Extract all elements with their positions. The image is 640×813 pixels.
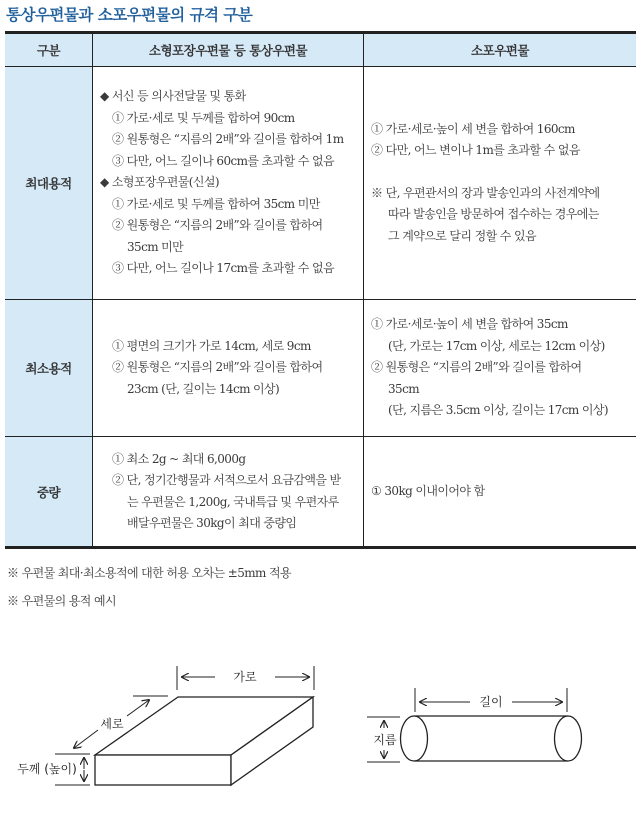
- text-line: ① 30kg 이내이어야 함: [371, 483, 485, 498]
- page-title: 통상우편물과 소포우편물의 규격 구분: [6, 6, 253, 24]
- height-label: 두께 (높이): [17, 762, 77, 776]
- width-label: 가로: [233, 670, 257, 684]
- row-label-weight: 중량: [5, 437, 93, 548]
- table-header-row: [5, 33, 636, 67]
- text-line: 23cm (단, 길이는 14cm 이상): [127, 381, 280, 396]
- text-line: 35cm 미만: [127, 239, 184, 254]
- text-line: ① 가로·세로 및 두께를 합하여 90cm: [112, 110, 295, 125]
- tolerance-note: ※ 우편물 최대·최소용적에 대한 허용 오차는 ±5mm 적용: [7, 566, 292, 580]
- text-line: ② 단, 정기간행물과 서적으로서 요금감액을 받: [112, 473, 341, 487]
- box-shape: [95, 697, 313, 785]
- spec-table: [5, 31, 636, 549]
- cylinder-diagram: [340, 650, 635, 810]
- text-line: 는 우편물은 1,200g, 국내특급 및 우편자루: [127, 494, 339, 509]
- text-line: 그 계약으로 달리 정할 수 있음: [388, 228, 536, 243]
- box-diagram: [0, 650, 330, 810]
- text-line: ① 평면의 크기가 가로 14cm, 세로 9cm: [112, 338, 311, 353]
- text-line: ② 다만, 어느 변이나 1m를 초과할 수 없음: [371, 143, 580, 158]
- depth-label: 세로: [100, 717, 124, 731]
- text-line: ② 원통형은 “지름의 2배”와 길이를 합하여: [112, 360, 323, 375]
- diameter-label: 지름: [373, 733, 397, 747]
- table-row-min-volume: [5, 300, 636, 437]
- header-regular-mail: 소형포장우편물 등 통상우편물: [93, 33, 364, 67]
- parcel-max-volume-cell: [364, 67, 637, 300]
- regular-weight-cell: [93, 437, 364, 548]
- parcel-weight-cell: [364, 437, 637, 548]
- header-category: 구분: [5, 33, 93, 67]
- text-line: ① 최소 2g ~ 최대 6,000g: [112, 451, 246, 466]
- length-label: 길이: [479, 695, 503, 709]
- table-row-max-volume: [5, 67, 636, 300]
- text-line: ① 가로·세로·높이 세 변을 합하여 160cm: [371, 121, 575, 136]
- regular-max-volume-cell: [93, 67, 364, 300]
- text-line: ◆ 소형포장우편물(신설): [100, 175, 219, 190]
- text-line: 35cm: [388, 381, 419, 396]
- text-line: ① 가로·세로 및 두께를 합하여 35cm 미만: [112, 196, 320, 211]
- text-line: ② 원통형은 “지름의 2배”와 길이를 합하여: [371, 360, 582, 375]
- row-label-min-volume: 최소용적: [5, 300, 93, 437]
- row-label-max-volume: 최대용적: [5, 67, 93, 300]
- volume-example-note: ※ 우편물의 용적 예시: [7, 594, 116, 608]
- text-line: 따라 발송인을 방문하여 접수하는 경우에는: [388, 207, 599, 222]
- text-line: (단, 가로는 17cm 이상, 세로는 12cm 이상): [388, 338, 605, 353]
- text-line: ※ 단, 우편관서의 장과 발송인과의 사전계약에: [371, 185, 600, 200]
- text-line: ② 원통형은 “지름의 2배”와 길이를 합하여: [112, 218, 323, 233]
- cylinder-shape: [401, 716, 582, 761]
- text-line: ③ 다만, 어느 길이나 17cm를 초과할 수 없음: [112, 261, 334, 276]
- header-parcel: 소포우편물: [471, 43, 529, 58]
- text-line: ① 가로·세로·높이 세 변을 합하여 35cm: [371, 317, 568, 332]
- parcel-min-volume-cell: [364, 300, 637, 437]
- text-line: ③ 다만, 어느 길이나 60cm를 초과할 수 없음: [112, 153, 334, 168]
- text-line: (단, 지름은 3.5cm 이상, 길이는 17cm 이상): [388, 403, 608, 418]
- table-row-weight: [5, 437, 636, 548]
- regular-min-volume-cell: [93, 300, 364, 437]
- text-line: ② 원통형은 “지름의 2배”와 길이를 합하여 1m: [112, 132, 344, 147]
- text-line: ◆ 서신 등 의사전달물 및 통화: [100, 89, 246, 104]
- text-line: 배달우편물은 30kg이 최대 중량임: [127, 516, 297, 530]
